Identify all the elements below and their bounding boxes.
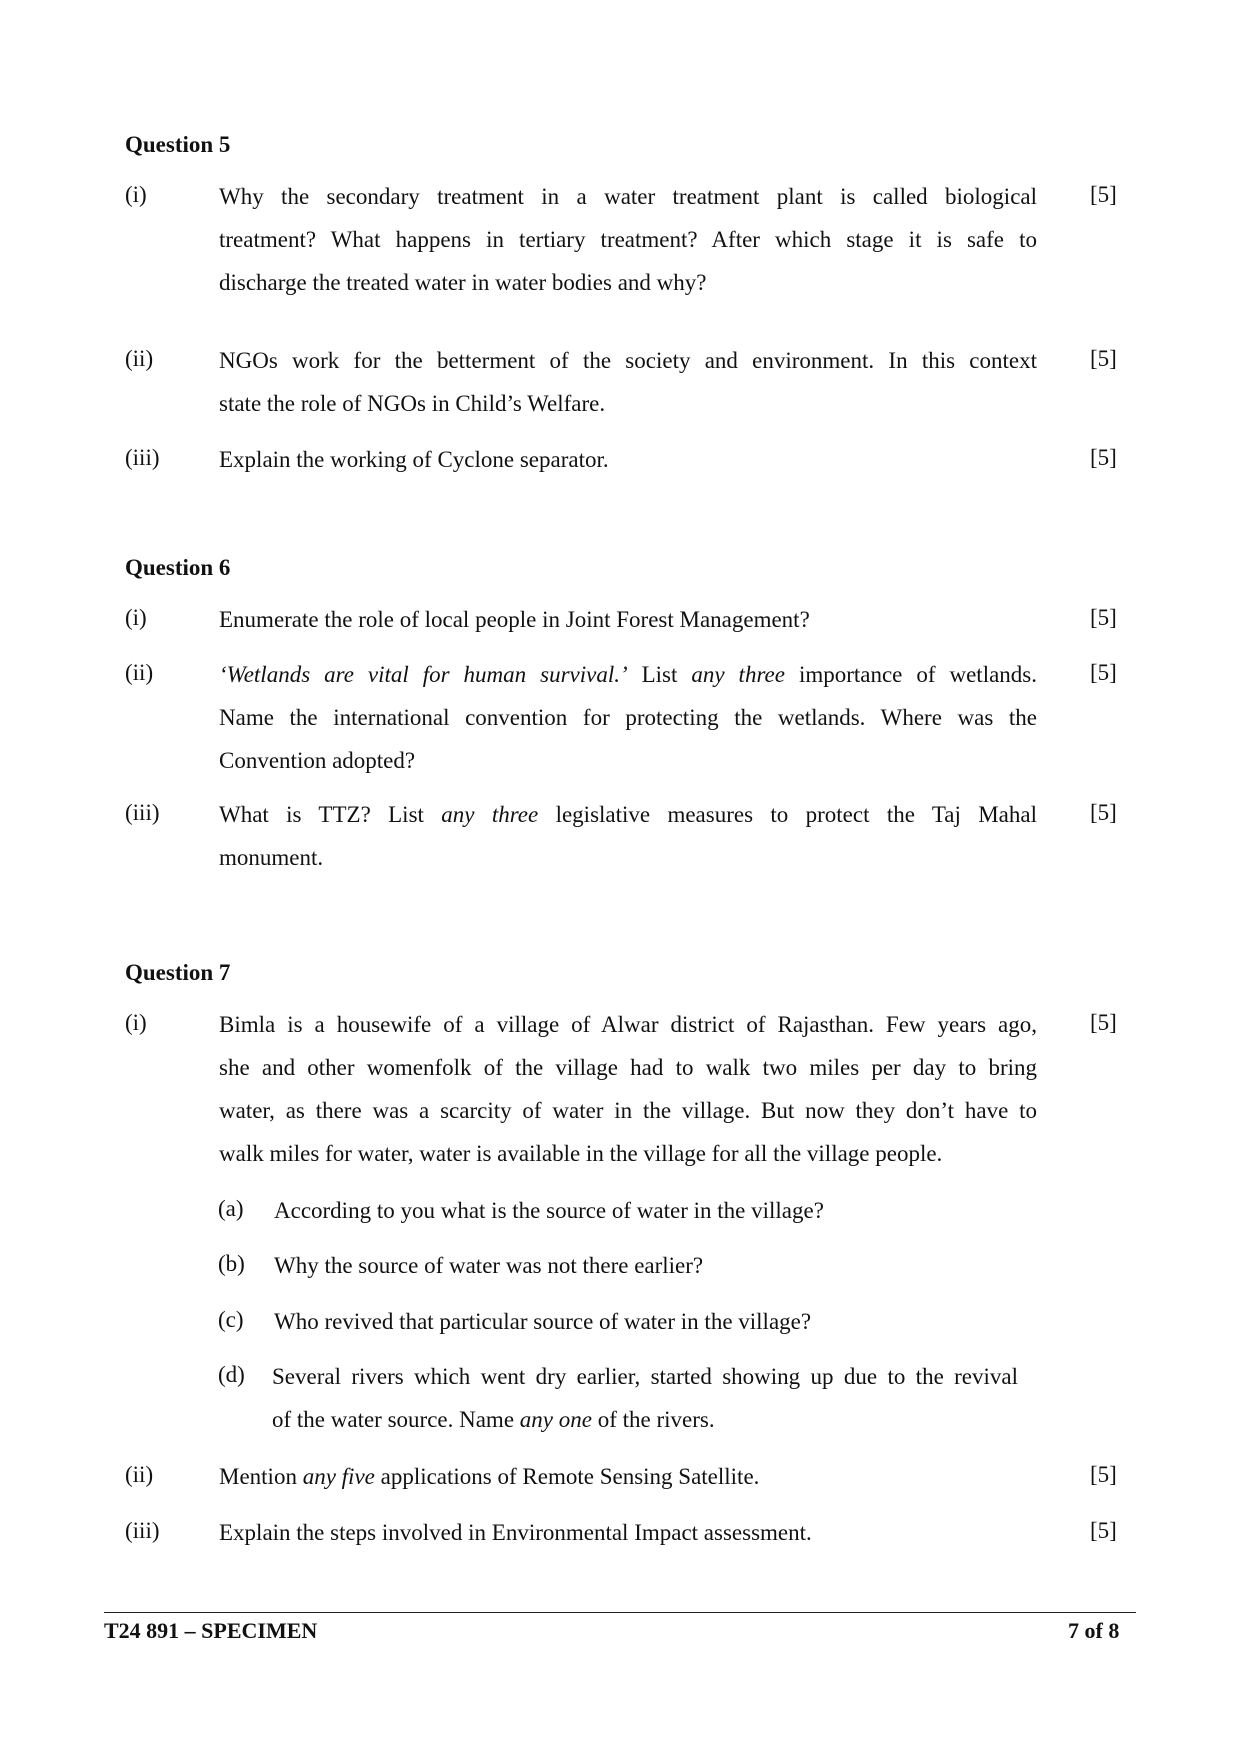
text-line: Several rivers which went dry earlier, started showing up due to the revival (272, 1364, 1018, 1389)
subpart-label: (c) (218, 1307, 244, 1332)
text-run: Mention (219, 1464, 303, 1489)
marks-badge: [5] (1090, 1518, 1117, 1543)
footer-divider (104, 1612, 1136, 1613)
question-text (219, 175, 1037, 304)
part-number: (ii) (125, 660, 154, 685)
text-line: she and other womenfolk of the village had to walk two miles per day to bring (219, 1055, 1037, 1080)
question-text (219, 653, 1037, 782)
text-line: Why the source of water was not there earlier? (274, 1253, 704, 1278)
subpart-label: (b) (218, 1251, 245, 1276)
question-5-heading: Question 5 (125, 132, 231, 157)
subpart-label: (a) (218, 1196, 244, 1221)
marks-badge: [5] (1090, 605, 1117, 630)
text-line: Who revived that particular source of water in the village? (274, 1309, 812, 1334)
question-text (219, 438, 1037, 481)
marks-badge: [5] (1090, 182, 1117, 207)
text-line (219, 1455, 1037, 1498)
part-number: (i) (125, 1010, 147, 1035)
text-line: Enumerate the role of local people in Joint Forest Management? (219, 607, 810, 632)
subpart-text (274, 1189, 1014, 1232)
text-line: NGOs work for the betterment of the society and environment. In this context (219, 348, 1037, 373)
text-line: water, as there was a scarcity of water in the village. But now they don’t have to (219, 1098, 1037, 1123)
question-text (219, 793, 1037, 879)
subpart-label: (d) (218, 1362, 245, 1387)
marks-badge: [5] (1090, 445, 1117, 470)
text-line: state the role of NGOs in Child’s Welfare. (219, 391, 606, 416)
paper-code: T24 891 – SPECIMEN (104, 1618, 318, 1643)
italic-phrase: any three (691, 662, 785, 687)
text-line: monument. (219, 845, 324, 870)
text-line: walk miles for water, water is available in the village for all the village people. (219, 1141, 943, 1166)
text-line: discharge the treated water in water bodies and why? (219, 270, 707, 295)
part-number: (iii) (125, 1518, 160, 1543)
text-line: Name the international convention for protecting the wetlands. Where was the (219, 705, 1037, 730)
part-number: (iii) (125, 800, 160, 825)
part-number: (ii) (125, 346, 154, 371)
question-text (219, 1511, 1037, 1554)
question-7-heading: Question 7 (125, 960, 231, 985)
text-run: What is TTZ? List (219, 802, 442, 827)
text-run: legislative measures to protect the Taj Mahal (538, 802, 1037, 827)
part-number: (ii) (125, 1462, 154, 1487)
subpart-text (274, 1244, 1014, 1287)
part-number: (i) (125, 182, 147, 207)
text-line: Explain the working of Cyclone separator. (219, 447, 609, 472)
text-run: List (627, 662, 692, 687)
text-line (272, 1398, 1018, 1441)
marks-badge: [5] (1090, 346, 1117, 371)
text-line (219, 793, 1037, 836)
subpart-text (272, 1355, 1018, 1441)
question-text (219, 339, 1037, 425)
italic-quote: ‘Wetlands are vital for human survival.’ (219, 662, 628, 687)
text-line (219, 653, 1037, 696)
text-line: Explain the steps involved in Environmental Impact assessment. (219, 1520, 812, 1545)
question-text (219, 1003, 1037, 1175)
text-line: treatment? What happens in tertiary treatment? After which stage it is safe to (219, 227, 1037, 252)
part-number: (iii) (125, 445, 160, 470)
page-number: 7 of 8 (1068, 1618, 1120, 1643)
text-line: Bimla is a housewife of a village of Alwar district of Rajasthan. Few years ago, (219, 1012, 1037, 1037)
marks-badge: [5] (1090, 660, 1117, 685)
text-run: applications of Remote Sensing Satellite. (374, 1464, 760, 1489)
text-line: According to you what is the source of water in the village? (274, 1198, 824, 1223)
text-run: importance of wetlands. (784, 662, 1038, 687)
italic-phrase: any three (441, 802, 539, 827)
text-run: of the rivers. (591, 1407, 715, 1432)
marks-badge: [5] (1090, 800, 1117, 825)
text-line: Why the secondary treatment in a water treatment plant is called biological (219, 184, 1037, 209)
marks-badge: [5] (1090, 1462, 1117, 1487)
marks-badge: [5] (1090, 1010, 1117, 1035)
italic-phrase: any one (519, 1407, 592, 1432)
question-6-heading: Question 6 (125, 555, 231, 580)
text-line: Convention adopted? (219, 748, 416, 773)
question-text (219, 598, 1037, 641)
question-text (219, 1455, 1037, 1498)
text-run: of the water source. Name (272, 1407, 520, 1432)
italic-phrase: any five (302, 1464, 375, 1489)
part-number: (i) (125, 605, 147, 630)
subpart-text (274, 1300, 1014, 1343)
